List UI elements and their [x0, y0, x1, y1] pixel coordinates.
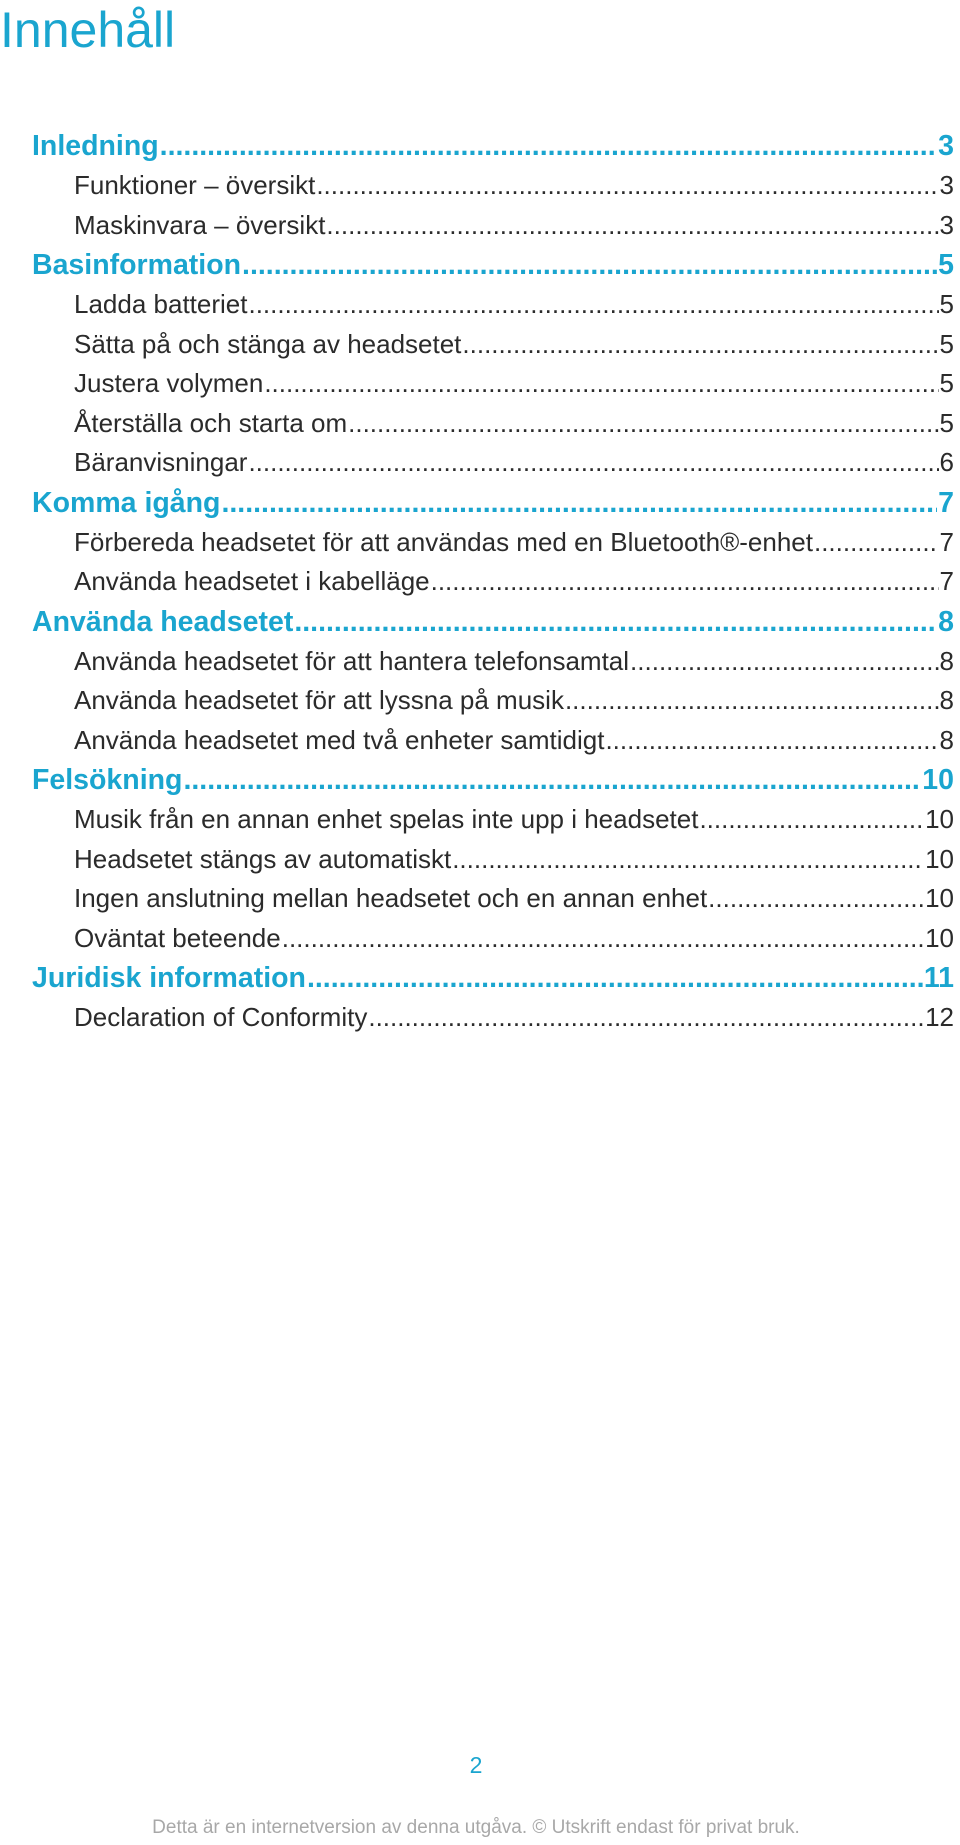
toc-entry-label: Maskinvara – översikt	[74, 209, 326, 240]
toc-section-page-number: 11	[923, 962, 954, 994]
toc-section[interactable]	[32, 126, 954, 166]
toc-section-label: Basinformation	[32, 249, 242, 281]
dot-leader	[326, 206, 938, 246]
page-number: 2	[469, 1752, 483, 1778]
toc-entry-page-number: 10	[925, 922, 954, 953]
toc-section-page-number: 3	[938, 130, 954, 162]
toc-entry-page-number: 3	[939, 170, 954, 200]
toc-section[interactable]	[32, 483, 954, 523]
toc-entry-page-number: 7	[939, 526, 954, 557]
toc-entry-label: Ingen anslutning mellan headsetet och en annan enhet	[74, 883, 708, 913]
dot-leader	[368, 998, 924, 1038]
toc-entry-label: Använda headsetet i kabelläge	[74, 566, 430, 596]
toc-section[interactable]	[32, 760, 954, 800]
toc-entry-label: Använda headsetet med två enheter samtidigt	[74, 724, 605, 755]
toc-entry-page-number: 8	[939, 724, 954, 755]
toc-section-label: Juridisk information	[32, 962, 306, 994]
toc-entry-page-number: 3	[939, 209, 954, 240]
toc-entry-label: Ladda batteriet	[74, 289, 248, 319]
dot-leader	[452, 840, 924, 880]
toc-section[interactable]	[32, 245, 954, 285]
toc-entry-page-number: 10	[925, 843, 954, 874]
toc-entry-page-number: 5	[939, 368, 954, 398]
dot-leader	[160, 126, 937, 166]
toc-entry-page-number: 5	[939, 328, 954, 359]
toc-entry-label: Funktioner – översikt	[74, 170, 316, 200]
dot-leader	[630, 642, 938, 682]
page-title: Innehåll	[0, 2, 176, 58]
toc-entry-page-number: 5	[939, 407, 954, 438]
dot-leader	[221, 483, 937, 523]
toc-entry[interactable]	[32, 404, 954, 444]
dot-leader	[282, 919, 924, 959]
toc-entry[interactable]	[32, 523, 954, 563]
toc-entry-page-number: 6	[939, 447, 954, 477]
dot-leader	[462, 325, 938, 365]
toc-entry[interactable]	[32, 285, 954, 325]
toc-entry-label: Headsetet stängs av automatiskt	[74, 843, 452, 874]
toc-entry[interactable]	[32, 681, 954, 721]
dot-leader	[248, 285, 938, 325]
toc-entry[interactable]	[32, 800, 954, 840]
toc-entry[interactable]	[32, 562, 954, 602]
dot-leader	[183, 760, 921, 800]
dot-leader	[708, 879, 924, 919]
toc-section-page-number: 8	[938, 605, 954, 638]
toc-section-label: Felsökning	[32, 764, 183, 796]
toc-entry-page-number: 10	[925, 883, 954, 913]
toc-section-label: Använda headsetet	[32, 605, 294, 638]
toc-entry-page-number: 5	[939, 289, 954, 319]
toc-entry[interactable]	[32, 721, 954, 761]
toc-entry[interactable]	[32, 166, 954, 206]
toc-entry[interactable]	[32, 206, 954, 246]
dot-leader	[307, 958, 923, 998]
toc-entry-label: Återställa och starta om	[74, 407, 348, 438]
dot-leader	[814, 523, 939, 563]
toc-section-label: Inledning	[32, 130, 159, 162]
toc-entry-page-number: 7	[939, 566, 954, 596]
dot-leader	[242, 245, 937, 285]
toc-entry-page-number: 10	[925, 804, 954, 834]
toc-entry[interactable]	[32, 642, 954, 682]
toc-entry-label: Förbereda headsetet för att användas med en Bluetooth®-enhet	[74, 526, 813, 557]
toc-entry[interactable]	[32, 919, 954, 959]
toc-entry[interactable]	[32, 364, 954, 404]
toc-section[interactable]	[32, 602, 954, 642]
toc-entry[interactable]	[32, 879, 954, 919]
footer-notice: Detta är en internetversion av denna utgåva. © Utskrift endast för privat bruk.	[152, 1817, 800, 1838]
dot-leader	[294, 602, 937, 642]
toc-entry-page-number: 12	[925, 1002, 954, 1032]
toc-entry-label: Musik från en annan enhet spelas inte upp i headsetet	[74, 804, 699, 834]
toc-entry-label: Justera volymen	[74, 368, 264, 398]
toc-entry-label: Bäranvisningar	[74, 447, 248, 477]
toc-section-label: Komma igång	[32, 486, 221, 519]
dot-leader	[348, 404, 938, 444]
toc-entry-label: Oväntat beteende	[74, 922, 281, 953]
toc-entry-page-number: 8	[939, 645, 954, 676]
dot-leader	[565, 681, 939, 721]
dot-leader	[431, 562, 939, 602]
toc-entry-label: Använda headsetet för att lyssna på musik	[74, 685, 564, 715]
dot-leader	[264, 364, 938, 404]
toc-entry[interactable]	[32, 998, 954, 1038]
toc-entry[interactable]	[32, 325, 954, 365]
toc-section-page-number: 7	[938, 486, 954, 519]
dot-leader	[316, 166, 938, 206]
toc-section[interactable]	[32, 958, 954, 998]
dot-leader	[605, 721, 938, 761]
toc-entry-label: Declaration of Conformity	[74, 1002, 368, 1032]
toc-entry[interactable]	[32, 840, 954, 880]
toc-entry-page-number: 8	[939, 685, 954, 715]
toc-section-page-number: 5	[938, 249, 954, 281]
dot-leader	[699, 800, 924, 840]
toc-section-page-number: 10	[922, 764, 954, 796]
dot-leader	[248, 443, 938, 483]
toc-entry-label: Sätta på och stänga av headsetet	[74, 328, 462, 359]
table-of-contents	[32, 126, 954, 1038]
toc-entry[interactable]	[32, 443, 954, 483]
toc-entry-label: Använda headsetet för att hantera telefonsamtal	[74, 645, 630, 676]
